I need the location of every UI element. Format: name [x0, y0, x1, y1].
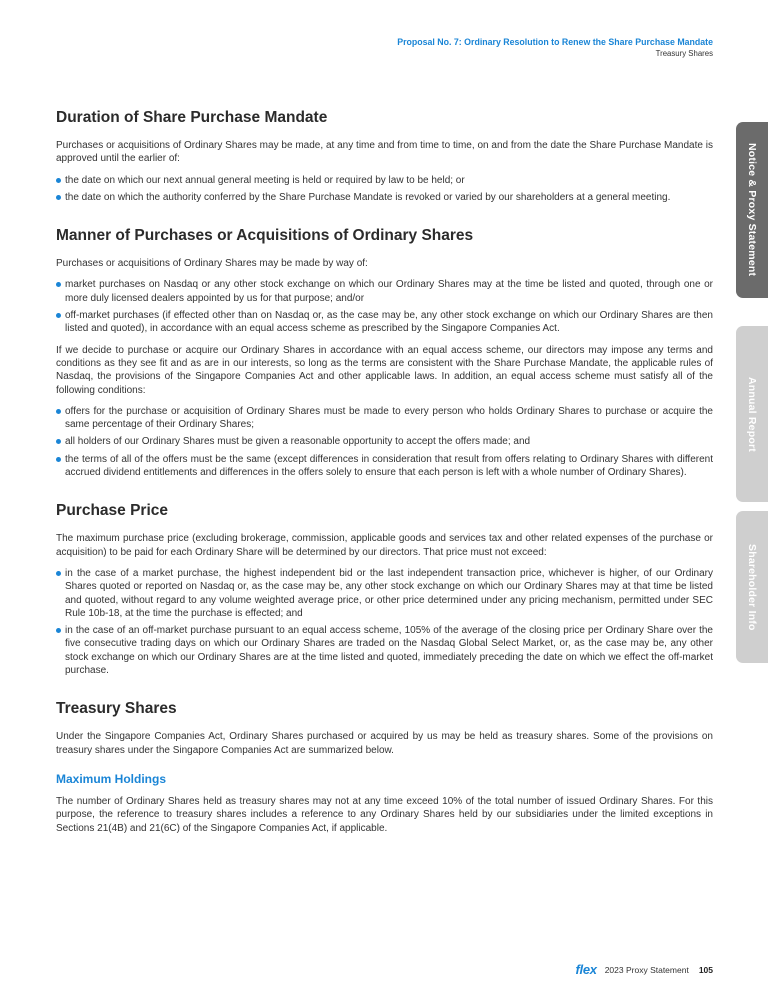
- duration-intro: Purchases or acquisitions of Ordinary Shares may be made, at any time and from time to time, on and from the date the Share Purchase Mandate is approved until the earlier of:: [56, 140, 713, 165]
- bullet-dot: [56, 178, 61, 183]
- duration-bullets: [56, 174, 713, 205]
- flex-logo: flex: [575, 962, 597, 977]
- manner-bullets: [56, 278, 713, 335]
- bullet-dot: [56, 313, 61, 318]
- list-item: [56, 624, 713, 677]
- page-footer: [576, 962, 714, 977]
- heading-duration: Duration of Share Purchase Mandate: [56, 109, 328, 126]
- footer-document-title: 2023 Proxy Statement: [604, 964, 689, 975]
- bullet-dot: [56, 628, 61, 633]
- bullet-dot: [56, 571, 61, 576]
- list-item: [56, 174, 713, 187]
- list-item-text: the date on which the authority conferred by the Share Purchase Mandate is revoked or varied by our shareholders at a general meeting.: [65, 191, 671, 203]
- side-tab-label: Annual Report: [746, 376, 758, 452]
- bullet-dot: [56, 457, 61, 462]
- manner-intro: Purchases or acquisitions of Ordinary Shares may be made by way of:: [56, 258, 368, 270]
- manner-conditions: [56, 405, 713, 479]
- list-item: [56, 567, 713, 620]
- heading-manner: Manner of Purchases or Acquisitions of Ordinary Shares: [56, 227, 474, 245]
- price-intro: The maximum purchase price (excluding brokerage, commission, applicable goods and services tax and other related expenses of the purchase or acquisition) to be paid for each Ordinary Share will be determined by our directors. That price must not exceed:: [56, 533, 713, 558]
- maximum-holdings-paragraph: The number of Ordinary Shares held as treasury shares may not at any time exceed 10% of the total number of issued Ordinary Shares. For this purpose, the reference to treasury shares includes a reference to any Ordinary Shares held by our subsidiaries under the limited exceptions in Sections 21(4B) and 21(6C) of the Singapore Companies Act, if applicable.: [56, 795, 713, 834]
- list-item: [56, 435, 713, 448]
- side-tab-label: Shareholder Info: [746, 543, 758, 631]
- treasury-intro: Under the Singapore Companies Act, Ordinary Shares purchased or acquired by us may be held as treasury shares. Some of the provisions on treasury shares under the Singapore Companies Act are summarized below.: [56, 731, 713, 756]
- page-number: 105: [698, 964, 713, 975]
- price-bullets: [56, 567, 713, 677]
- side-tab-shareholder-info[interactable]: [736, 511, 768, 663]
- running-header-title: Proposal No. 7: Ordinary Resolution to Renew the Share Purchase Mandate: [397, 37, 713, 47]
- bullet-dot: [56, 409, 61, 414]
- manner-paragraph: If we decide to purchase or acquire our Ordinary Shares in accordance with an equal access scheme, our directors may impose any terms and conditions as they see fit and as are in our interests, so long as the terms are consistent with the Share Purchase Mandate, the applicable rules of Nasdaq, the provisions of the Singapore Companies Act and other applicable laws. In addition, an equal access scheme must satisfy all of the following conditions:: [56, 344, 713, 396]
- running-header-subtitle: Treasury Shares: [655, 49, 713, 58]
- list-item-text: in the case of a market purchase, the highest independent bid or the last independent transaction price, whichever is higher, of our Ordinary Shares quoted or reported on Nasdaq or, as the case may be, any other stock exchange on which our Ordinary Shares may at that time be listed and quoted, without regard to any volume weighted average price, or other price determined under any pricing mechanism, permitted under SEC Rule 10b-18, at the time the purchase is effected; and: [65, 567, 713, 619]
- heading-treasury-shares: Treasury Shares: [56, 700, 177, 718]
- heading-maximum-holdings: Maximum Holdings: [56, 771, 167, 786]
- list-item: [56, 405, 713, 432]
- list-item-text: in the case of an off-market purchase pursuant to an equal access scheme, 105% of the average of the closing price per Ordinary Share over the five consecutive trading days on which our Ordinary Shares are traded on the Nasdaq Global Select Market, or, as the case may be, any other stock exchange on which our Ordinary Shares are at the time listed and quoted, immediately preceding the date on which we effect the off-market purchase.: [65, 625, 713, 677]
- side-tab-label: Notice & Proxy Statement: [746, 143, 758, 277]
- list-item-text: the date on which our next annual general meeting is held or required by law to be held; or: [65, 174, 465, 186]
- bullet-dot: [56, 282, 61, 287]
- list-item: [56, 309, 713, 336]
- side-tab-annual-report[interactable]: [736, 326, 768, 502]
- heading-purchase-price: Purchase Price: [56, 502, 169, 520]
- list-item-text: offers for the purchase or acquisition of Ordinary Shares must be made to every person who holds Ordinary Shares to purchase or acquire the same percentage of their Ordinary Shares;: [65, 405, 713, 431]
- list-item: [56, 453, 713, 480]
- bullet-dot: [56, 439, 61, 444]
- list-item-text: all holders of our Ordinary Shares must be given a reasonable opportunity to accept the offers made; and: [65, 436, 531, 448]
- bullet-dot: [56, 195, 61, 200]
- list-item-text: market purchases on Nasdaq or any other stock exchange on which our Ordinary Shares may at the time be listed and quoted, through one or more duly licensed dealers appointed by us for that purpose; and/or: [65, 279, 713, 304]
- side-tab-notice-proxy[interactable]: [736, 122, 768, 298]
- list-item: [56, 278, 713, 305]
- running-header: [397, 36, 713, 59]
- list-item-text: the terms of all of the offers must be the same (except differences in consideration that result from offers relating to Ordinary Shares with different accrued dividend entitlements and differences in the offers solely to ensure that each person is left with a whole number of Ordinary Shares).: [65, 453, 713, 479]
- main-content: [56, 108, 713, 843]
- list-item: [56, 191, 713, 204]
- list-item-text: off-market purchases (if effected other than on Nasdaq or, as the case may be, any other stock exchange on which our Ordinary Shares are then listed and quoted), in accordance with an equal access scheme as prescribed by the Singapore Companies Act.: [65, 310, 713, 335]
